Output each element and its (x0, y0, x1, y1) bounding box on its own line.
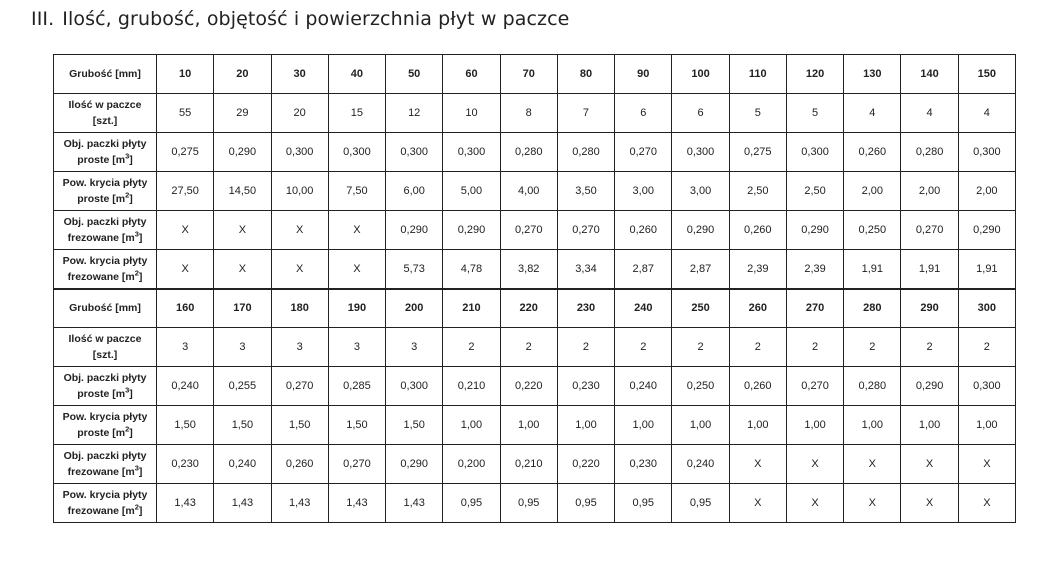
row-label-text: ] (138, 232, 143, 244)
row-label-text: frezowane [m (67, 505, 135, 517)
row-label-text: [szt.] (92, 349, 118, 361)
table-cell: 300 (958, 289, 1015, 328)
table-cell: 2,87 (672, 250, 729, 289)
table-cell: 0,220 (500, 367, 557, 406)
table-cell: 2 (443, 328, 500, 367)
table-cell: 4 (844, 94, 901, 133)
table-cell: 60 (443, 55, 500, 94)
table-cell: 0,275 (729, 133, 786, 172)
table-cell: 0,240 (672, 445, 729, 484)
table-cell: 1,00 (844, 406, 901, 445)
table-cell: 0,290 (958, 211, 1015, 250)
table-cell: 280 (844, 289, 901, 328)
row-label (54, 55, 157, 94)
quantity-row (54, 328, 1016, 367)
table-cell: 1,00 (958, 406, 1015, 445)
row-label-text: Obj. paczki płyty (63, 450, 147, 462)
table-cell: 1,43 (214, 484, 271, 523)
table-cell: 4,78 (443, 250, 500, 289)
table-cell: X (271, 250, 328, 289)
table-cell: 14,50 (214, 172, 271, 211)
table-cell: 0,260 (729, 211, 786, 250)
table-cell: 0,285 (328, 367, 385, 406)
table-cell: 0,95 (500, 484, 557, 523)
table-cell: 5,73 (386, 250, 443, 289)
table-cell: 3,34 (557, 250, 614, 289)
table-cell: 1,50 (386, 406, 443, 445)
table-cell: 0,230 (157, 445, 214, 484)
table-cell: 1,43 (328, 484, 385, 523)
table-cell: 0,290 (386, 211, 443, 250)
table-cell: 0,290 (901, 367, 958, 406)
table-cell: 0,95 (443, 484, 500, 523)
table-cell: 0,260 (615, 211, 672, 250)
table-cell: 3 (214, 328, 271, 367)
row-label-text: ] (138, 505, 143, 517)
table-cell: 0,270 (615, 133, 672, 172)
table-cell: 130 (844, 55, 901, 94)
row-label (54, 133, 157, 172)
table-cell: 5,00 (443, 172, 500, 211)
table-cell: X (214, 250, 271, 289)
table-cell: 1,50 (328, 406, 385, 445)
table-cell: X (271, 211, 328, 250)
row-label-text: Grubość [mm] (69, 302, 141, 315)
table-cell: X (729, 445, 786, 484)
table-cell: 1,43 (157, 484, 214, 523)
area-straight-row (54, 172, 1016, 211)
table-cell: 0,220 (557, 445, 614, 484)
table-cell: 110 (729, 55, 786, 94)
table-cell: 0,95 (672, 484, 729, 523)
table-cell: X (786, 445, 843, 484)
table-cell: 100 (672, 55, 729, 94)
row-label (54, 172, 157, 211)
row-label (54, 328, 157, 367)
table-cell: 0,280 (844, 367, 901, 406)
table-cell: 0,95 (615, 484, 672, 523)
table-cell: 210 (443, 289, 500, 328)
table-cell: 4 (958, 94, 1015, 133)
table-cell: 0,270 (557, 211, 614, 250)
table-cell: 0,280 (557, 133, 614, 172)
table-cell: 240 (615, 289, 672, 328)
table-cell: 0,255 (214, 367, 271, 406)
table-cell: 70 (500, 55, 557, 94)
table-cell: 0,290 (786, 211, 843, 250)
table-cell: 4,00 (500, 172, 557, 211)
table-cell: 3 (328, 328, 385, 367)
table-cell: 2 (557, 328, 614, 367)
table-cell: 3,00 (672, 172, 729, 211)
table-cell: 270 (786, 289, 843, 328)
table-cell: 1,00 (615, 406, 672, 445)
table-cell: 1,00 (500, 406, 557, 445)
row-label (54, 484, 157, 523)
table-cell: 0,300 (786, 133, 843, 172)
table-cell: 80 (557, 55, 614, 94)
table-cell: 55 (157, 94, 214, 133)
table-cell: 0,270 (786, 367, 843, 406)
row-label (54, 406, 157, 445)
table-cell: 20 (214, 55, 271, 94)
table-cell: 6,00 (386, 172, 443, 211)
table-cell: 40 (328, 55, 385, 94)
row-label-text: frezowane [m (67, 466, 135, 478)
table-cell: 2,87 (615, 250, 672, 289)
table-cell: 0,300 (672, 133, 729, 172)
unit-exponent: 2 (125, 190, 130, 200)
table-cell: X (844, 484, 901, 523)
table-cell: 1,43 (386, 484, 443, 523)
table-cell: 30 (271, 55, 328, 94)
table-cell: X (844, 445, 901, 484)
row-label-text: Obj. paczki płyty (63, 372, 147, 384)
section-heading (31, 8, 569, 30)
table-cell: 1,50 (157, 406, 214, 445)
table-cell: 0,260 (271, 445, 328, 484)
row-label-text: Ilość w paczce (68, 333, 142, 345)
row-label (54, 367, 157, 406)
table-cell: 2,00 (844, 172, 901, 211)
table-cell: 6 (615, 94, 672, 133)
table-cell: 120 (786, 55, 843, 94)
volume-straight-row (54, 367, 1016, 406)
table-cell: 3 (271, 328, 328, 367)
table-cell: 2,39 (729, 250, 786, 289)
table-cell: 0,290 (214, 133, 271, 172)
table-cell: 2,50 (729, 172, 786, 211)
row-label-text: ] (129, 388, 133, 400)
row-label (54, 289, 157, 328)
table-cell: 290 (901, 289, 958, 328)
row-label-text: Obj. paczki płyty (63, 138, 147, 150)
table-cell: 15 (328, 94, 385, 133)
table-cell: 230 (557, 289, 614, 328)
table-cell: 0,300 (443, 133, 500, 172)
table-cell: 0,290 (443, 211, 500, 250)
table-cell: 3 (386, 328, 443, 367)
row-label-text: ] (129, 154, 133, 166)
table-cell: 180 (271, 289, 328, 328)
unit-exponent: 3 (134, 463, 139, 473)
volume-straight-row (54, 133, 1016, 172)
table-cell: 2,39 (786, 250, 843, 289)
row-label (54, 94, 157, 133)
table-cell: 2 (844, 328, 901, 367)
table-cell: 5 (729, 94, 786, 133)
table-cell: 1,00 (443, 406, 500, 445)
table-cell: 0,240 (214, 445, 271, 484)
volume-milled-row (54, 445, 1016, 484)
row-label-text: Pow. krycia płyty (62, 411, 148, 423)
table-cell: X (958, 445, 1015, 484)
table-cell: 2 (901, 328, 958, 367)
table-cell: 0,290 (672, 211, 729, 250)
table-cell: 0,250 (844, 211, 901, 250)
volume-milled-row (54, 211, 1016, 250)
area-milled-row (54, 250, 1016, 289)
table-cell: 0,260 (729, 367, 786, 406)
row-label-text: Pow. krycia płyty (62, 177, 148, 189)
table-cell: 0,260 (844, 133, 901, 172)
table-cell: 1,50 (271, 406, 328, 445)
table-cell: X (901, 445, 958, 484)
plate-package-table (53, 54, 1016, 523)
area-milled-row (54, 484, 1016, 523)
table-cell: X (214, 211, 271, 250)
table-cell: 0,270 (500, 211, 557, 250)
table-body (54, 55, 1016, 523)
table-cell: 0,270 (901, 211, 958, 250)
table-cell: 90 (615, 55, 672, 94)
table-cell: X (958, 484, 1015, 523)
table-cell: 1,00 (901, 406, 958, 445)
table-cell: 1,91 (901, 250, 958, 289)
table-cell: X (786, 484, 843, 523)
unit-exponent: 2 (134, 502, 139, 512)
table-cell: 170 (214, 289, 271, 328)
row-label-text: proste [m (77, 427, 126, 439)
table-cell: 2,50 (786, 172, 843, 211)
table-cell: 10 (157, 55, 214, 94)
table-cell: 0,280 (500, 133, 557, 172)
row-label (54, 211, 157, 250)
table-cell: 3,00 (615, 172, 672, 211)
table-cell: 0,280 (901, 133, 958, 172)
table-cell: 2,00 (901, 172, 958, 211)
row-label-text: proste [m (77, 154, 126, 166)
table-cell: 250 (672, 289, 729, 328)
table-cell: 2 (958, 328, 1015, 367)
table-cell: 3,50 (557, 172, 614, 211)
table-cell: X (328, 250, 385, 289)
row-label-text: ] (129, 193, 133, 205)
table-cell: 2 (500, 328, 557, 367)
row-label (54, 445, 157, 484)
table-cell: 2 (729, 328, 786, 367)
table-cell: 27,50 (157, 172, 214, 211)
row-label-text: [szt.] (92, 115, 118, 127)
table-cell: 20 (271, 94, 328, 133)
table-cell: 1,00 (557, 406, 614, 445)
table-cell: 0,210 (443, 367, 500, 406)
table-cell: 50 (386, 55, 443, 94)
table-cell: 190 (328, 289, 385, 328)
row-label-text: ] (138, 466, 143, 478)
table-cell: X (157, 211, 214, 250)
table-cell: 0,300 (958, 367, 1015, 406)
table-cell: 2 (615, 328, 672, 367)
section-title: Ilość, grubość, objętość i powierzchnia płyt w paczce (62, 8, 570, 30)
thickness-row (54, 55, 1016, 94)
table-cell: 0,290 (386, 445, 443, 484)
table-cell: 0,230 (615, 445, 672, 484)
row-label-text: proste [m (77, 193, 126, 205)
table-cell: 1,43 (271, 484, 328, 523)
table-cell: 4 (901, 94, 958, 133)
unit-exponent: 2 (134, 268, 139, 278)
table-cell: 0,270 (328, 445, 385, 484)
table-cell: 2,00 (958, 172, 1015, 211)
table-cell: 10 (443, 94, 500, 133)
table-cell: 29 (214, 94, 271, 133)
row-label-text: Pow. krycia płyty (62, 254, 148, 267)
table-cell: 0,300 (386, 367, 443, 406)
table-cell: 1,00 (729, 406, 786, 445)
row-label-text: proste [m (77, 388, 126, 400)
table-cell: 0,275 (157, 133, 214, 172)
table-cell: 2 (786, 328, 843, 367)
table-cell: X (901, 484, 958, 523)
table-cell: 1,00 (672, 406, 729, 445)
table-cell: 200 (386, 289, 443, 328)
row-label-text: Grubość [mm] (69, 68, 141, 80)
table-cell: 3 (157, 328, 214, 367)
unit-exponent: 2 (125, 424, 130, 434)
table-cell: 8 (500, 94, 557, 133)
table-cell: 260 (729, 289, 786, 328)
section-number: III. (31, 8, 55, 30)
row-label-text: frezowane [m (67, 270, 135, 283)
unit-exponent: 3 (125, 151, 130, 161)
thickness-row (54, 289, 1016, 328)
row-label-text: frezowane [m (67, 232, 135, 244)
table-cell: 10,00 (271, 172, 328, 211)
table-cell: X (157, 250, 214, 289)
table-cell: 0,300 (328, 133, 385, 172)
table-cell: 2 (672, 328, 729, 367)
area-straight-row (54, 406, 1016, 445)
table-cell: 0,95 (557, 484, 614, 523)
table-cell: 0,240 (615, 367, 672, 406)
table-cell: 0,300 (271, 133, 328, 172)
table-cell: X (328, 211, 385, 250)
row-label-text: Obj. paczki płyty (63, 216, 147, 228)
unit-exponent: 3 (125, 385, 130, 395)
table-cell: 1,91 (958, 250, 1015, 289)
table-cell: 150 (958, 55, 1015, 94)
quantity-row (54, 94, 1016, 133)
table-cell: X (729, 484, 786, 523)
table-cell: 0,300 (958, 133, 1015, 172)
table-cell: 3,82 (500, 250, 557, 289)
table-cell: 0,300 (386, 133, 443, 172)
table-cell: 0,230 (557, 367, 614, 406)
table-cell: 12 (386, 94, 443, 133)
table-cell: 0,240 (157, 367, 214, 406)
table-cell: 0,250 (672, 367, 729, 406)
row-label-text: ] (138, 270, 143, 283)
table-cell: 5 (786, 94, 843, 133)
table-cell: 140 (901, 55, 958, 94)
table-cell: 0,200 (443, 445, 500, 484)
table-cell: 160 (157, 289, 214, 328)
row-label (54, 250, 157, 289)
table-cell: 6 (672, 94, 729, 133)
table-cell: 1,91 (844, 250, 901, 289)
table-cell: 1,00 (786, 406, 843, 445)
unit-exponent: 3 (134, 229, 139, 239)
table-cell: 0,210 (500, 445, 557, 484)
row-label-text: Ilość w paczce (68, 99, 142, 111)
table-cell: 7 (557, 94, 614, 133)
table-cell: 1,50 (214, 406, 271, 445)
row-label-text: ] (129, 427, 133, 439)
table-cell: 0,270 (271, 367, 328, 406)
row-label-text: Pow. krycia płyty (62, 489, 148, 501)
table-cell: 7,50 (328, 172, 385, 211)
table-cell: 220 (500, 289, 557, 328)
